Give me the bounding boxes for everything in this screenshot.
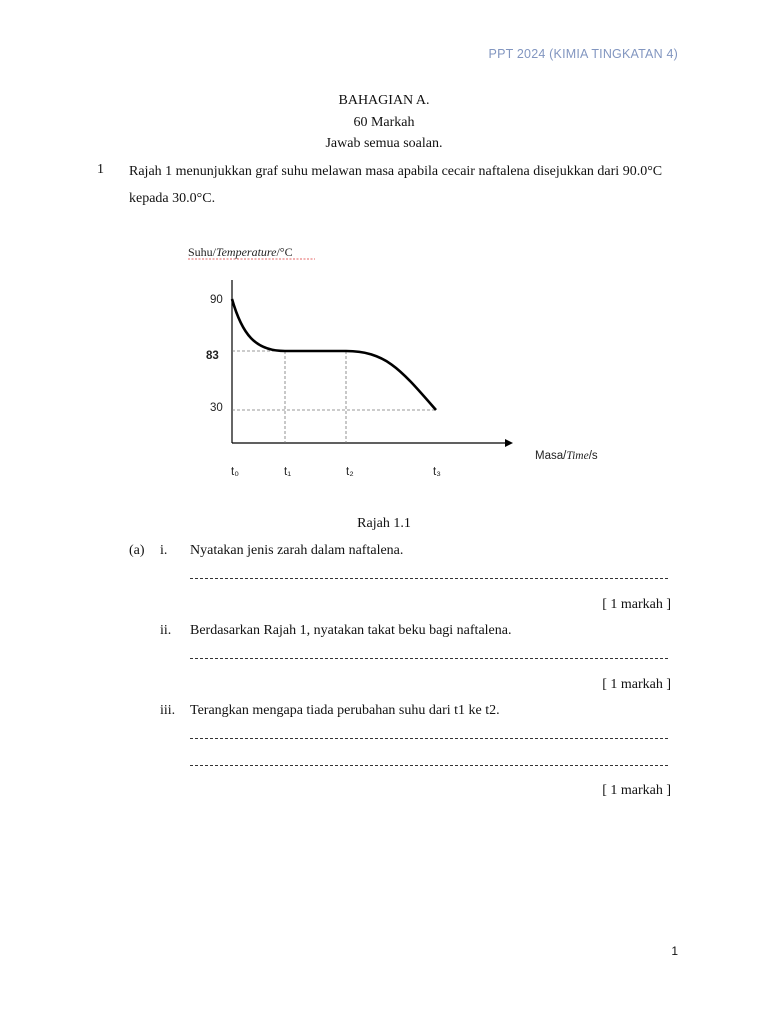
question-text: Rajah 1 menunjukkan graf suhu melawan masa apabila cecair naftalena disejukkan dari 90.0°C kepada 30.0°C. [129, 164, 663, 206]
page-number: 1 [671, 944, 678, 958]
part-iii-number: iii. [160, 703, 176, 718]
cooling-curve-line [232, 299, 436, 410]
y-tick-90: 90 [210, 294, 223, 306]
figure-caption: Rajah 1.1 [357, 516, 411, 531]
question-number: 1 [97, 162, 104, 177]
part-ii-number: ii. [160, 623, 172, 638]
x-axis-arrow [505, 439, 513, 447]
part-i-text: Nyatakan jenis zarah dalam naftalena. [190, 543, 404, 558]
part-i-number: i. [160, 543, 168, 558]
section-marks: 60 Markah [353, 115, 415, 130]
y-axis-label: Suhu/Temperature/°C [188, 245, 293, 259]
cooling-curve-chart [170, 235, 630, 485]
x-tick-t1: t₁ [284, 466, 292, 478]
part-i-mark: [ 1 markah ] [602, 597, 671, 612]
part-ii-mark: [ 1 markah ] [602, 677, 671, 692]
answer-line-ii[interactable] [190, 658, 668, 659]
part-ii-text: Berdasarkan Rajah 1, nyatakan takat beku bagi naftalena. [190, 623, 512, 638]
x-axis-label: Masa/Time/s [535, 450, 598, 462]
page-header: PPT 2024 (KIMIA TINGKATAN 4) [488, 47, 678, 61]
answer-line-i[interactable] [190, 578, 668, 579]
answer-line-iii-2[interactable] [190, 765, 668, 766]
y-tick-30: 30 [210, 402, 223, 414]
x-tick-t2: t₂ [346, 466, 354, 478]
x-tick-t0: t₀ [231, 466, 239, 478]
answer-line-iii-1[interactable] [190, 738, 668, 739]
section-instruction: Jawab semua soalan. [325, 136, 443, 151]
part-a-label: (a) [129, 543, 145, 558]
section-title: BAHAGIAN A. [338, 93, 430, 108]
part-iii-mark: [ 1 markah ] [602, 783, 671, 798]
part-iii-text: Terangkan mengapa tiada perubahan suhu dari t1 ke t2. [190, 703, 500, 718]
y-tick-83: 83 [206, 350, 219, 362]
x-tick-t3: t₃ [433, 466, 441, 478]
